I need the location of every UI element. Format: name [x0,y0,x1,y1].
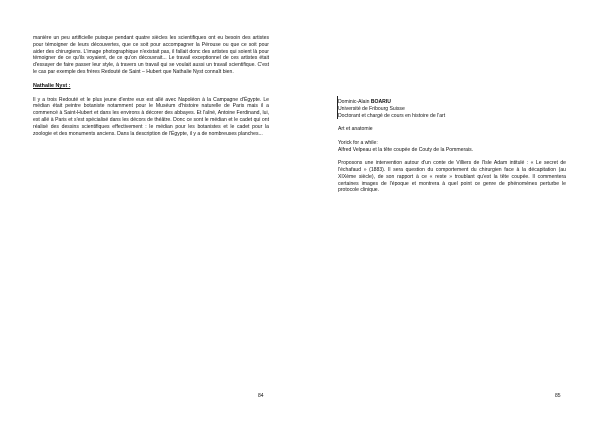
right-text-column [338,99,566,201]
right-page-number: 85 [555,393,561,399]
talk-title-line-2: Alfred Velpeau et la tête coupée de Couty de la Pommerais. [338,146,474,153]
topic-label: Art et anatomie [338,126,373,133]
left-paragraph-1: manière un peu artificielle puisque pendant quatre siècles les scientifiques ont eu besoin des artistes pour témoigner de leurs découvertes, que ce soit pour accompagner la Pérouse ou que ce soit pour aider des chirurgiens. L'image photographique n'existait pas, il fallait donc des artistes qui soient là pour témoigner de ce qu'ils voyaient, de ce qu'on découvrait... Le travail exceptionnel de ces artistes était d'essayer de faire passer leur style, à travers un travail qui se voulait aussi un travail scientifique. C'est le cas par exemple des frères Redouté de Saint – Hubert que Nathalie Nyst connaît bien. [33,35,269,75]
talk-title [338,140,566,154]
author-role: Doctorant et chargé de cours en histoire de l'art [338,112,446,119]
speaker-heading: Nathalie Nyst : [33,82,71,89]
talk-title-line-1: Yorick for a while: [338,139,378,146]
author-name [338,99,566,106]
author-affiliation: Université de Fribourg Suisse [338,105,405,112]
left-text-column [33,35,269,144]
author-block [338,99,566,119]
right-page [300,0,600,424]
left-page-number: 84 [258,393,264,399]
abstract-paragraph: Proposons une intervention autour d'un conte de Villiers de l'Isle Adam intitulé : « Le secret de l'échafaud » (1883). Il sera question du comportement du chirurgien face à la décapitation (au XIXème siècle), de son rapport à ce « reste » troublant qu'est la tête coupée. Il commentera certaines images de l'époque et montrera à quel point ce genre de phénomènes perturbe le protocole clinique. [338,160,566,194]
author-first-name: Dominic-Alain [338,99,371,105]
left-paragraph-2: Il y a trois Redouté et le plus jeune d'entre eux est allé avec Napoléon à la Campagne d'Égypte. Le médian était peintre botaniste notamment pour le Muséum d'histoire naturelle de Paris mais il a commencé à Saint-Hubert et dans les environs à décorer des abbayes. Et l'aîné, Antoine Ferdinand, lui, est allé à Paris et s'est spécialisé dans les décors de théâtre. Donc ce sont le médian et le cadet qui ont réalisé des dessins scientifiques effectivement : le médian pour les botanistes et le cadet pour la zoologie et des monuments anciens. Dans la description de l'Égypte, il y a de nombreuses planches... [33,96,269,137]
spacer [338,119,566,126]
author-last-name: BOARIU [370,99,391,105]
